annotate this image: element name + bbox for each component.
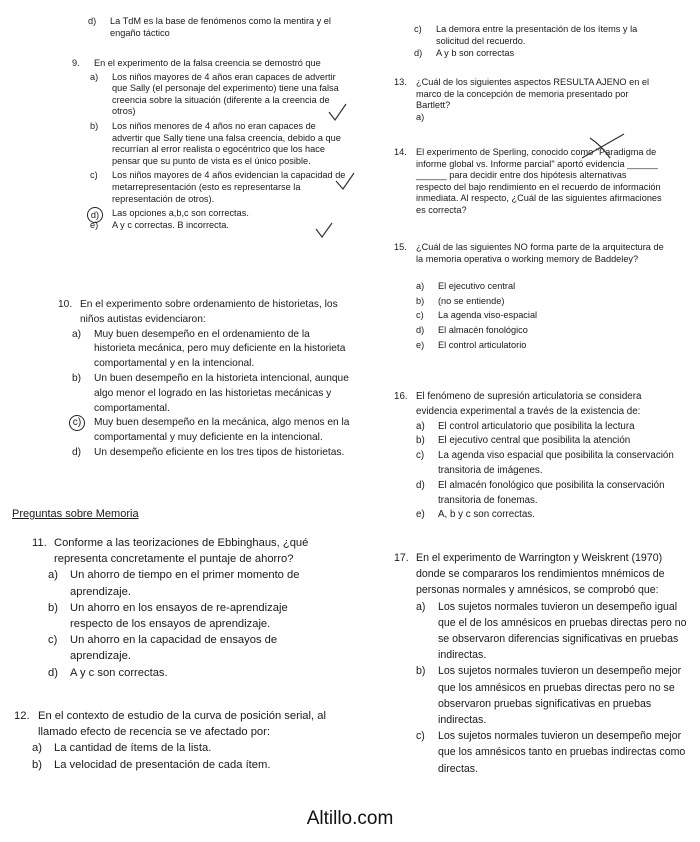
- question-number: 9.: [72, 58, 80, 68]
- question-text: En el contexto de estudio de la curva de posición serial, al llamado efecto de recencia se ve afectado por:: [38, 710, 326, 739]
- answer-option: e) El control articulatorio: [416, 339, 527, 350]
- answer-option: e) A, b y c son correctas.: [416, 509, 535, 521]
- answer-option: a) Un ahorro de tiempo en el primer momento de aprendizaje.: [48, 569, 300, 598]
- answer-option: a) El control articulatorio que posibilita la lectura: [416, 420, 635, 432]
- question-11: [32, 535, 332, 681]
- question-number: 17.: [394, 552, 409, 564]
- question-text: En el experimento de la falsa creencia se demostró que: [94, 58, 321, 68]
- question-number: 12.: [14, 710, 30, 722]
- answer-option: c) Los sujetos normales tuvieron un desempeño mejor que los amnésicos tanto en pruebas indirectas como directas.: [416, 730, 686, 775]
- answer-option: a) La cantidad de ítems de la lista.: [32, 742, 212, 755]
- question-text: En el experimento de Warrington y Weiskrent (1970) donde se compararos los rendimientos mnémicos de personas normales y amnésicos, se comprobó que:: [416, 552, 665, 597]
- question-15: [394, 242, 664, 352]
- answer-option: b) La velocidad de presentación de cada ítem.: [32, 758, 271, 771]
- question-13: 13. ¿Cuál de los siguientes aspectos RESULTA AJENO en el marco de la concepción de memoria presentado por Bartlett? a): [394, 77, 664, 112]
- answer-option: a) El ejecutivo central: [416, 281, 516, 292]
- footer-watermark: Altillo.com: [306, 808, 394, 829]
- answer-option: c) La demora entre la presentación de los ítems y la solicitud del recuerdo. d) A y b son correctas: [414, 24, 638, 59]
- answer-option: d) La TdM es la base de fenómenos como la mentira y el engaño táctico: [88, 16, 331, 38]
- answer-option: a) Muy buen desempeño en el ordenamiento de la historieta mecánica, pero muy deficiente en la historieta comportamental y en la intencional.: [72, 328, 346, 370]
- checkmark-icon: [334, 170, 356, 192]
- answer-option: d) A y c son correctas.: [48, 666, 168, 679]
- question-10: [58, 298, 350, 461]
- answer-option: b) Un buen desempeño en la historieta intencional, aunque algo menor el logrado en las historietas mecánicas y comportamental.: [72, 372, 349, 414]
- question-9: [72, 58, 347, 231]
- answer-option: b) (no se entiende): [416, 295, 505, 306]
- answer-option: c) La agenda viso espacial que posibilita la conservación transitoria de imágenes.: [416, 450, 674, 476]
- answer-option: c) La agenda viso-espacial: [416, 310, 538, 321]
- question-text: Conforme a las teorizaciones de Ebbinghaus, ¿qué representa concretamente el puntaje de ahorro?: [54, 537, 309, 566]
- question-text: ¿Cuál de los siguientes aspectos RESULTA AJENO en el marco de la concepción de memoria presentado por Bartlett?: [416, 77, 650, 111]
- answer-option: d) Un desempeño eficiente en los tres tipos de historietas.: [72, 446, 345, 458]
- question-12: [14, 708, 334, 773]
- cross-mark-icon: [580, 132, 626, 162]
- question-text: ¿Cuál de las siguientes NO forma parte de la arquitectura de la memoria operativa o working memory de Baddeley?: [416, 242, 664, 264]
- question-text: El experimento de Sperling, conocido como "Paradigma de informe global vs. Informe parcial" aportó evidencia ______ ______ para decidir entre dos hipótesis alternativas respecto del bajo rendimiento en el recuerdo de información inmediata. Al respecto, ¿Cuál de las siguientes afirmaciones es correcta?: [416, 147, 662, 215]
- answer-option: b) El ejecutivo central que posibilita la atención: [416, 435, 631, 447]
- answer-option: e) A y c correctas. B incorrecta.: [90, 219, 229, 230]
- answer-option: d) El almacén fonológico: [416, 324, 528, 335]
- answer-option: a) Los niños mayores de 4 años eran capaces de advertir que Sally (el personaje del experimento) tiene una falsa creencia sobre la situación (diferente a la creencia de otros): [90, 71, 339, 117]
- checkmark-icon: [314, 220, 334, 240]
- answer-option: c) Los niños mayores de 4 años evidencian la capacidad de metarrepresentación (esto es representarse la representación de otros).: [90, 170, 346, 204]
- question-text: El fenómeno de supresión articulatoria se considera evidencia experimental a través de la existencia de:: [416, 391, 642, 417]
- answer-option-selected: c) Muy buen desempeño en la mecánica, algo menos en la comportamental y muy deficiente en la intencional.: [72, 416, 350, 446]
- question-number: 16.: [394, 391, 408, 402]
- answer-option: c) Un ahorro en la capacidad de ensayos de aprendizaje.: [48, 634, 278, 663]
- answer-option: b) Los niños menores de 4 años no eran capaces de advertir que Sally tiene una falsa creencia, debido a que recurrían al error realista o egocéntrico que los hace pensar que su punto de vista es el único posible.: [90, 120, 341, 166]
- question-number: 15.: [394, 242, 407, 252]
- question-number: 10.: [58, 299, 73, 310]
- question-16: [394, 390, 684, 523]
- answer-option: b) Un ahorro en los ensayos de re-aprendizaje respecto de los ensayos de aprendizaje.: [48, 601, 288, 631]
- answer-option-selected: d) Las opciones a,b,c son correctas.: [90, 208, 347, 220]
- question-number: 13.: [394, 77, 407, 87]
- question-text: En el experimento sobre ordenamiento de historietas, los niños autistas evidenciaron:: [80, 299, 338, 325]
- question-number: 14.: [394, 147, 407, 157]
- question-17: [394, 550, 690, 777]
- section-title: Preguntas sobre Memoria: [12, 508, 139, 520]
- checkmark-icon: [326, 102, 348, 124]
- answer-option: d) El almacén fonológico que posibilita la conservación transitoria de fonemas.: [416, 479, 665, 506]
- answer-option: a) Los sujetos normales tuvieron un desempeño igual que el de los amnésicos en pruebas directas pero no se observaron diferencias significativas en pruebas indirectas.: [416, 600, 687, 662]
- question-number: 11.: [32, 537, 47, 549]
- answer-option: b) Los sujetos normales tuvieron un desempeño mejor que los amnésicos en pruebas directas pero no se observaron pruebas significativas en pruebas indirectas.: [416, 665, 682, 727]
